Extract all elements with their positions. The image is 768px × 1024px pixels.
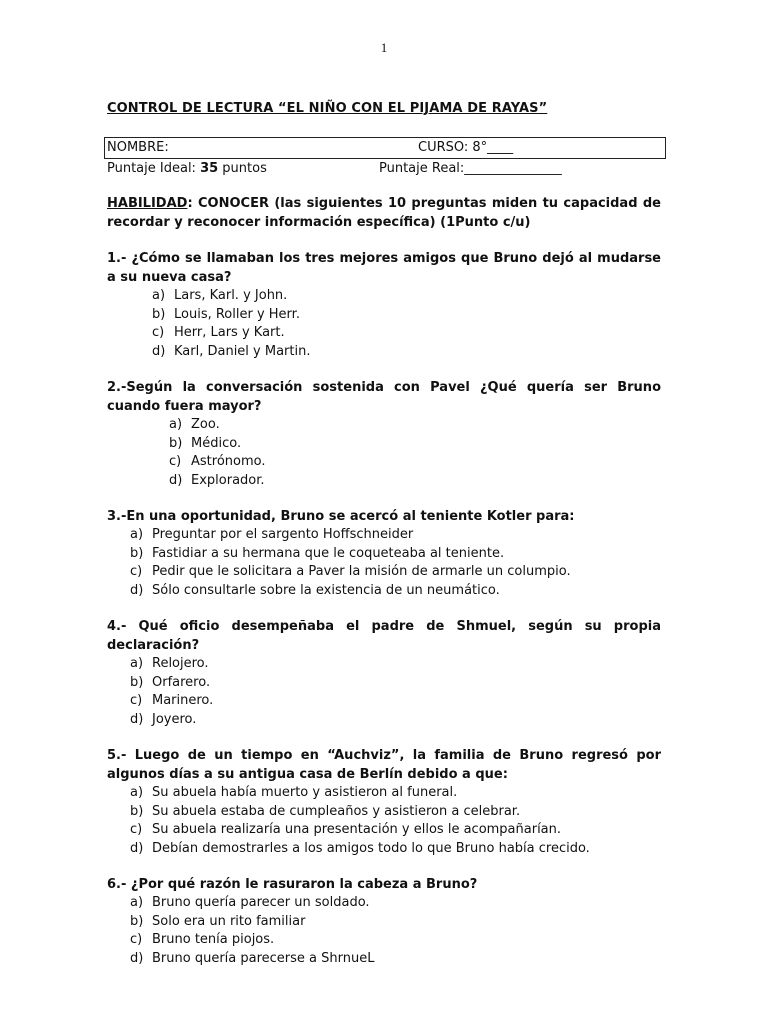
option-3a[interactable] — [130, 526, 661, 545]
puntaje-ideal-label: Puntaje Ideal: — [107, 161, 201, 176]
option-text: Marinero. — [152, 693, 214, 708]
option-letter: c) — [130, 822, 143, 837]
option-1d[interactable] — [152, 343, 661, 362]
option-text: Su abuela estaba de cumpleaños y asistieron a celebrar. — [152, 803, 521, 819]
option-text: Explorador. — [191, 472, 265, 488]
option-text: Zoo. — [191, 417, 220, 432]
option-text: Bruno quería parecer un soldado. — [152, 895, 370, 910]
option-letter: b) — [130, 803, 144, 819]
option-text: Bruno quería parecerse a ShrnueL — [152, 950, 375, 966]
option-3d[interactable] — [130, 582, 661, 601]
option-letter: b) — [169, 435, 183, 451]
question-5-options — [107, 784, 661, 858]
option-text: Pedir que le solicitara a Paver la misión de armarle un columpio. — [152, 564, 571, 579]
option-letter: d) — [130, 582, 144, 598]
option-2c[interactable] — [169, 453, 661, 472]
option-1c[interactable] — [152, 324, 661, 343]
habilidad-text: : CONOCER (las siguientes 10 preguntas miden tu capacidad de recordar y reconocer información específica) (1Punto c/u) — [107, 196, 661, 230]
curso-field[interactable]: CURSO: 8°____ — [418, 140, 514, 155]
option-letter: a) — [169, 417, 183, 432]
option-text: Sólo consultarle sobre la existencia de un neumático. — [152, 582, 500, 598]
option-6d[interactable] — [130, 950, 661, 969]
score-line — [107, 159, 661, 179]
option-letter: b) — [130, 913, 144, 929]
option-4c[interactable] — [130, 692, 661, 711]
option-4d[interactable] — [130, 711, 661, 730]
puntaje-real-field[interactable]: Puntaje Real:_______________ — [379, 161, 562, 176]
option-text: Joyero. — [152, 711, 197, 727]
option-letter: c) — [130, 932, 143, 947]
option-text: Relojero. — [152, 656, 209, 671]
option-text: Astrónomo. — [191, 454, 266, 469]
option-text: Karl, Daniel y Martin. — [174, 343, 311, 359]
option-letter: a) — [130, 785, 144, 800]
habilidad-label: HABILIDAD — [107, 196, 188, 211]
option-text: Louis, Roller y Herr. — [174, 306, 300, 322]
option-4a[interactable] — [130, 655, 661, 674]
question-6-text: 6.- ¿Por qué razón le rasuraron la cabeza a Bruno? — [107, 877, 478, 892]
option-letter: c) — [130, 564, 143, 579]
question-2-text: 2.-Según la conversación sostenida con Pavel ¿Qué quería ser Bruno cuando fuera mayor? — [107, 380, 661, 414]
puntaje-ideal-value: 35 — [200, 161, 219, 176]
option-5d[interactable] — [130, 840, 661, 859]
option-6b[interactable] — [130, 913, 661, 932]
question-1-text: 1.- ¿Cómo se llamaban los tres mejores amigos que Bruno dejó al mudarse a su nueva casa? — [107, 251, 661, 285]
option-6c[interactable] — [130, 931, 661, 950]
option-letter: a) — [130, 895, 144, 910]
option-letter: a) — [130, 527, 144, 542]
option-letter: d) — [130, 840, 144, 856]
option-3c[interactable] — [130, 563, 661, 582]
option-letter: d) — [169, 472, 183, 488]
option-5a[interactable] — [130, 784, 661, 803]
question-3-options — [107, 526, 661, 600]
option-text: Herr, Lars y Kart. — [174, 325, 285, 340]
option-letter: c) — [169, 454, 182, 469]
option-5c[interactable] — [130, 821, 661, 840]
option-5b[interactable] — [130, 803, 661, 822]
option-text: Su abuela realizaría una presentación y ellos le acompañarían. — [152, 822, 562, 837]
option-text: Bruno tenía piojos. — [152, 932, 275, 947]
option-letter: c) — [130, 693, 143, 708]
option-letter: b) — [130, 545, 144, 561]
option-4b[interactable] — [130, 674, 661, 693]
option-1a[interactable] — [152, 287, 661, 306]
option-text: Solo era un rito familiar — [152, 913, 306, 929]
nombre-field[interactable]: NOMBRE: — [107, 140, 169, 155]
option-letter: a) — [152, 288, 166, 303]
question-2 — [107, 378, 661, 490]
option-text: Su abuela había muerto y asistieron al funeral. — [152, 785, 458, 800]
question-3 — [107, 507, 661, 600]
question-1-options — [107, 287, 661, 361]
option-text: Preguntar por el sargento Hoffschneider — [152, 527, 414, 542]
option-letter: a) — [130, 656, 144, 671]
option-1b[interactable] — [152, 306, 661, 325]
habilidad-paragraph — [107, 194, 661, 232]
document-title — [107, 100, 661, 118]
question-2-options — [107, 416, 661, 490]
option-2b[interactable] — [169, 435, 661, 454]
option-text: Fastidiar a su hermana que le coqueteaba al teniente. — [152, 545, 505, 561]
question-6 — [107, 875, 661, 968]
puntaje-ideal-unit: puntos — [218, 161, 267, 176]
option-text: Lars, Karl. y John. — [174, 288, 288, 303]
question-5 — [107, 746, 661, 858]
option-text: Debían demostrarles a los amigos todo lo que Bruno había crecido. — [152, 840, 590, 856]
title-text: CONTROL DE LECTURA “EL NIÑO CON EL PIJAMA DE RAYAS — [107, 101, 539, 116]
option-2a[interactable] — [169, 416, 661, 435]
option-3b[interactable] — [130, 545, 661, 564]
option-6a[interactable] — [130, 894, 661, 913]
question-5-text: 5.- Luego de un tiempo en “Auchviz”, la familia de Bruno regresó por algunos días a su antigua casa de Berlín debido a que: — [107, 748, 661, 782]
option-letter: d) — [130, 711, 144, 727]
question-1 — [107, 249, 661, 361]
option-2d[interactable] — [169, 472, 661, 491]
question-4-text: 4.- Qué oficio desempeñaba el padre de Shmuel, según su propia declaración? — [107, 619, 661, 653]
question-3-text: 3.-En una oportunidad, Bruno se acercó al teniente Kotler para: — [107, 509, 575, 524]
option-letter: b) — [152, 306, 166, 322]
question-4-options — [107, 655, 661, 729]
puntaje-ideal — [107, 159, 267, 179]
question-4 — [107, 617, 661, 729]
option-letter: b) — [130, 674, 144, 690]
quiz-document — [107, 100, 661, 968]
page-number: 1 — [380, 40, 388, 55]
question-6-options — [107, 894, 661, 968]
title-quote-end: ” — [538, 101, 548, 116]
option-letter: d) — [130, 950, 144, 966]
option-text: Orfarero. — [152, 674, 211, 690]
option-letter: c) — [152, 325, 165, 340]
option-letter: d) — [152, 343, 166, 359]
option-text: Médico. — [191, 435, 242, 451]
student-info-box — [104, 137, 666, 159]
